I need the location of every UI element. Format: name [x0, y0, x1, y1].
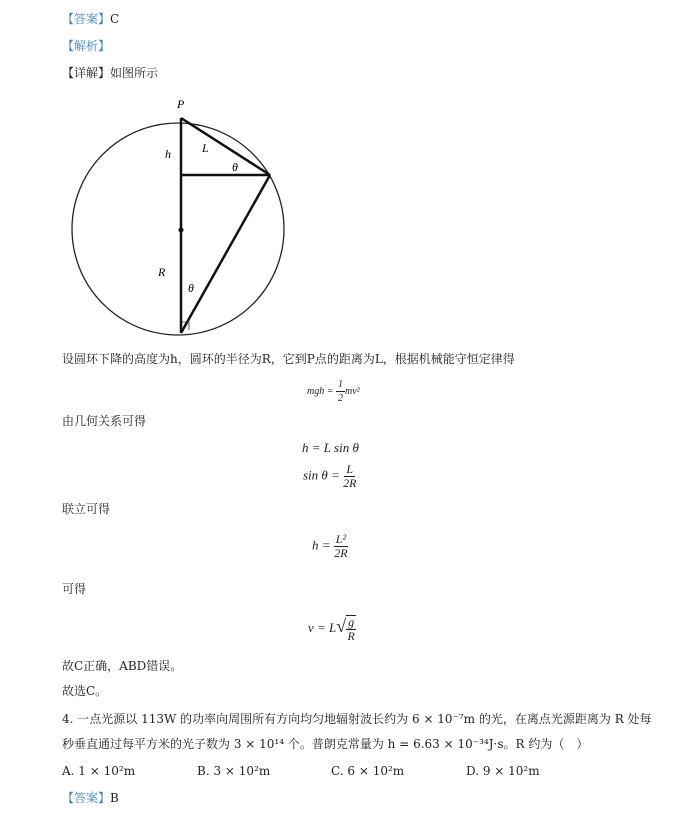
eq-den: 2R	[343, 476, 357, 490]
chord-bottom	[181, 175, 270, 333]
eq-den: R	[347, 629, 355, 643]
answer-value: B	[110, 791, 119, 805]
geometry-figure	[0, 0, 673, 345]
eq-left: mgh =	[307, 385, 334, 397]
eq-num: g	[348, 615, 355, 629]
equation-h2	[312, 533, 348, 560]
eq-right: mv²	[344, 385, 360, 397]
question4-line2: 秒垂直通过每平方米的光子数为 3 × 10¹⁴ 个。普朗克常量为 h = 6.63 × 10⁻³⁴J·s。R 约为（ ）	[62, 737, 589, 751]
eq-num: L	[346, 462, 354, 476]
equation-sin	[303, 463, 356, 490]
equation-v: v = L√ $\frac{g}{R}$	[308, 615, 355, 643]
eq-num: 1	[337, 379, 343, 390]
get-text: 可得	[62, 582, 87, 596]
option-d: D. 9 × 10²m	[466, 764, 540, 778]
equation-h: h = L sin θ	[302, 440, 359, 455]
label-theta-bottom: θ	[188, 281, 194, 295]
eq-left: h =	[312, 537, 331, 553]
setup-text: 设圆环下降的高度为h，圆环的半径为R，它到P点的距离为L，根据机械能守恒定律得	[62, 352, 515, 366]
equation-energy	[307, 378, 360, 405]
label-theta-top: θ	[232, 160, 238, 174]
combine-text: 联立可得	[62, 502, 111, 516]
answer2-line	[62, 791, 119, 805]
ring-circle	[72, 123, 284, 335]
detail-tag: 【详解】	[62, 66, 111, 80]
option-b: B. 3 × 10²m	[197, 764, 271, 778]
conclusion-text: 故C正确，ABD错误。	[62, 659, 183, 673]
eq-left: v = L	[308, 619, 337, 635]
option-c: C. 6 × 10²m	[331, 764, 405, 778]
label-R: R	[158, 265, 166, 279]
analysis-tag: 【解析】	[62, 39, 111, 53]
chord-L	[181, 118, 270, 175]
eq-den: 2	[337, 393, 343, 404]
label-L: L	[202, 141, 209, 155]
eq-num: L²	[335, 532, 347, 546]
detail-text: 如图所示	[110, 66, 159, 80]
choose-text: 故选C。	[62, 684, 108, 698]
question4-line1: 4. 一点光源以 113W 的功率向周围所有方向均匀地辐射波长约为 6 × 10⁻⁷m 的光，在离点光源距离为 R 处每	[62, 712, 652, 726]
eq-den: 2R	[334, 546, 348, 560]
geo-text: 由几何关系可得	[62, 414, 147, 428]
eq-left: sin θ =	[303, 467, 340, 483]
center-dot	[179, 228, 184, 233]
option-a: A. 1 × 10²m	[62, 764, 136, 778]
answer-tag: 【答案】	[62, 791, 111, 805]
answer-value: C	[110, 12, 120, 26]
label-P: P	[177, 97, 185, 111]
label-h: h	[165, 147, 171, 161]
answer-tag: 【答案】	[62, 12, 111, 26]
